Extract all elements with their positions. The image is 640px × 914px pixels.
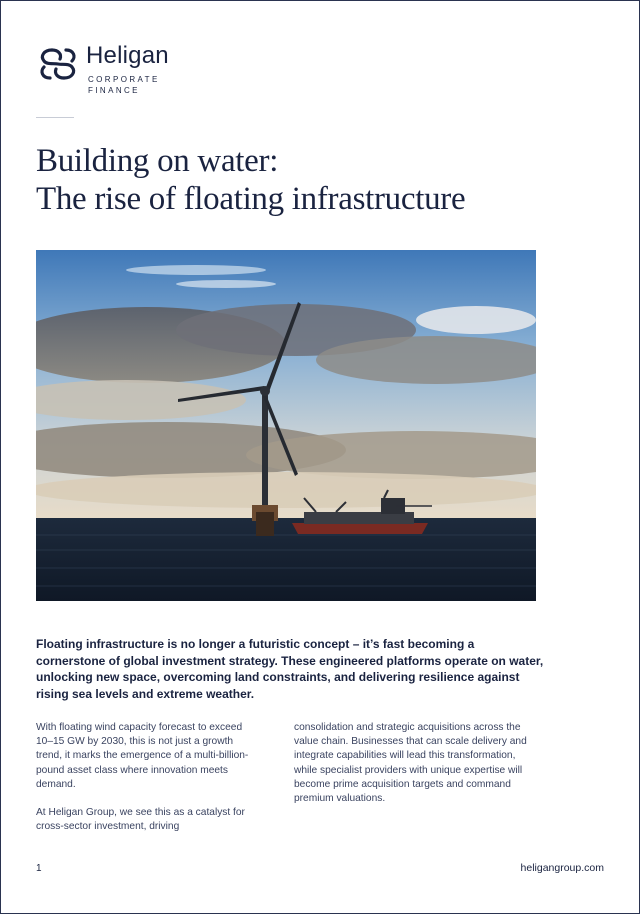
website-link[interactable]: heligangroup.com xyxy=(520,862,604,874)
heligan-knot-icon xyxy=(36,44,80,84)
brand-subtitle xyxy=(88,74,160,96)
page-number: 1 xyxy=(36,863,42,874)
page-title xyxy=(36,142,596,218)
body-paragraph: consolidation and strategic acquisitions across the value chain. Businesses that can scale delivery and integrate capabilities will lead this transformation, while specialist providers with unique expertise will become prime acquisition targets and command premium valuations. xyxy=(294,722,527,805)
body-paragraph: With floating wind capacity forecast to exceed 10–15 GW by 2030, this is not just a growth trend, it marks the emergence of a multi-billion-pound asset class where innovation meets demand. xyxy=(36,722,249,790)
offshore-wind-turbine-photo xyxy=(36,250,536,601)
lead-paragraph: Floating infrastructure is no longer a futuristic concept – it’s fast becoming a cornerstone of global investment strategy. These engineered platforms operate on water, unlocking new space, overcoming land constraints, and delivering resilience against rising sea levels and extreme weather. xyxy=(36,637,544,701)
divider-rule xyxy=(36,117,74,118)
body-column-right xyxy=(294,721,534,820)
title-line2: The rise of floating infrastructure xyxy=(36,181,466,217)
brand-subtitle-line1: CORPORATE xyxy=(88,75,160,84)
title-line1: Building on water: xyxy=(36,143,279,179)
brand-name: Heligan xyxy=(86,42,169,69)
brand-subtitle-line2: FINANCE xyxy=(88,86,140,95)
brand-logo[interactable] xyxy=(36,42,196,98)
body-column-left xyxy=(36,721,256,848)
hero-image xyxy=(36,250,536,601)
body-paragraph: At Heligan Group, we see this as a catalyst for cross-sector investment, driving xyxy=(36,807,245,833)
